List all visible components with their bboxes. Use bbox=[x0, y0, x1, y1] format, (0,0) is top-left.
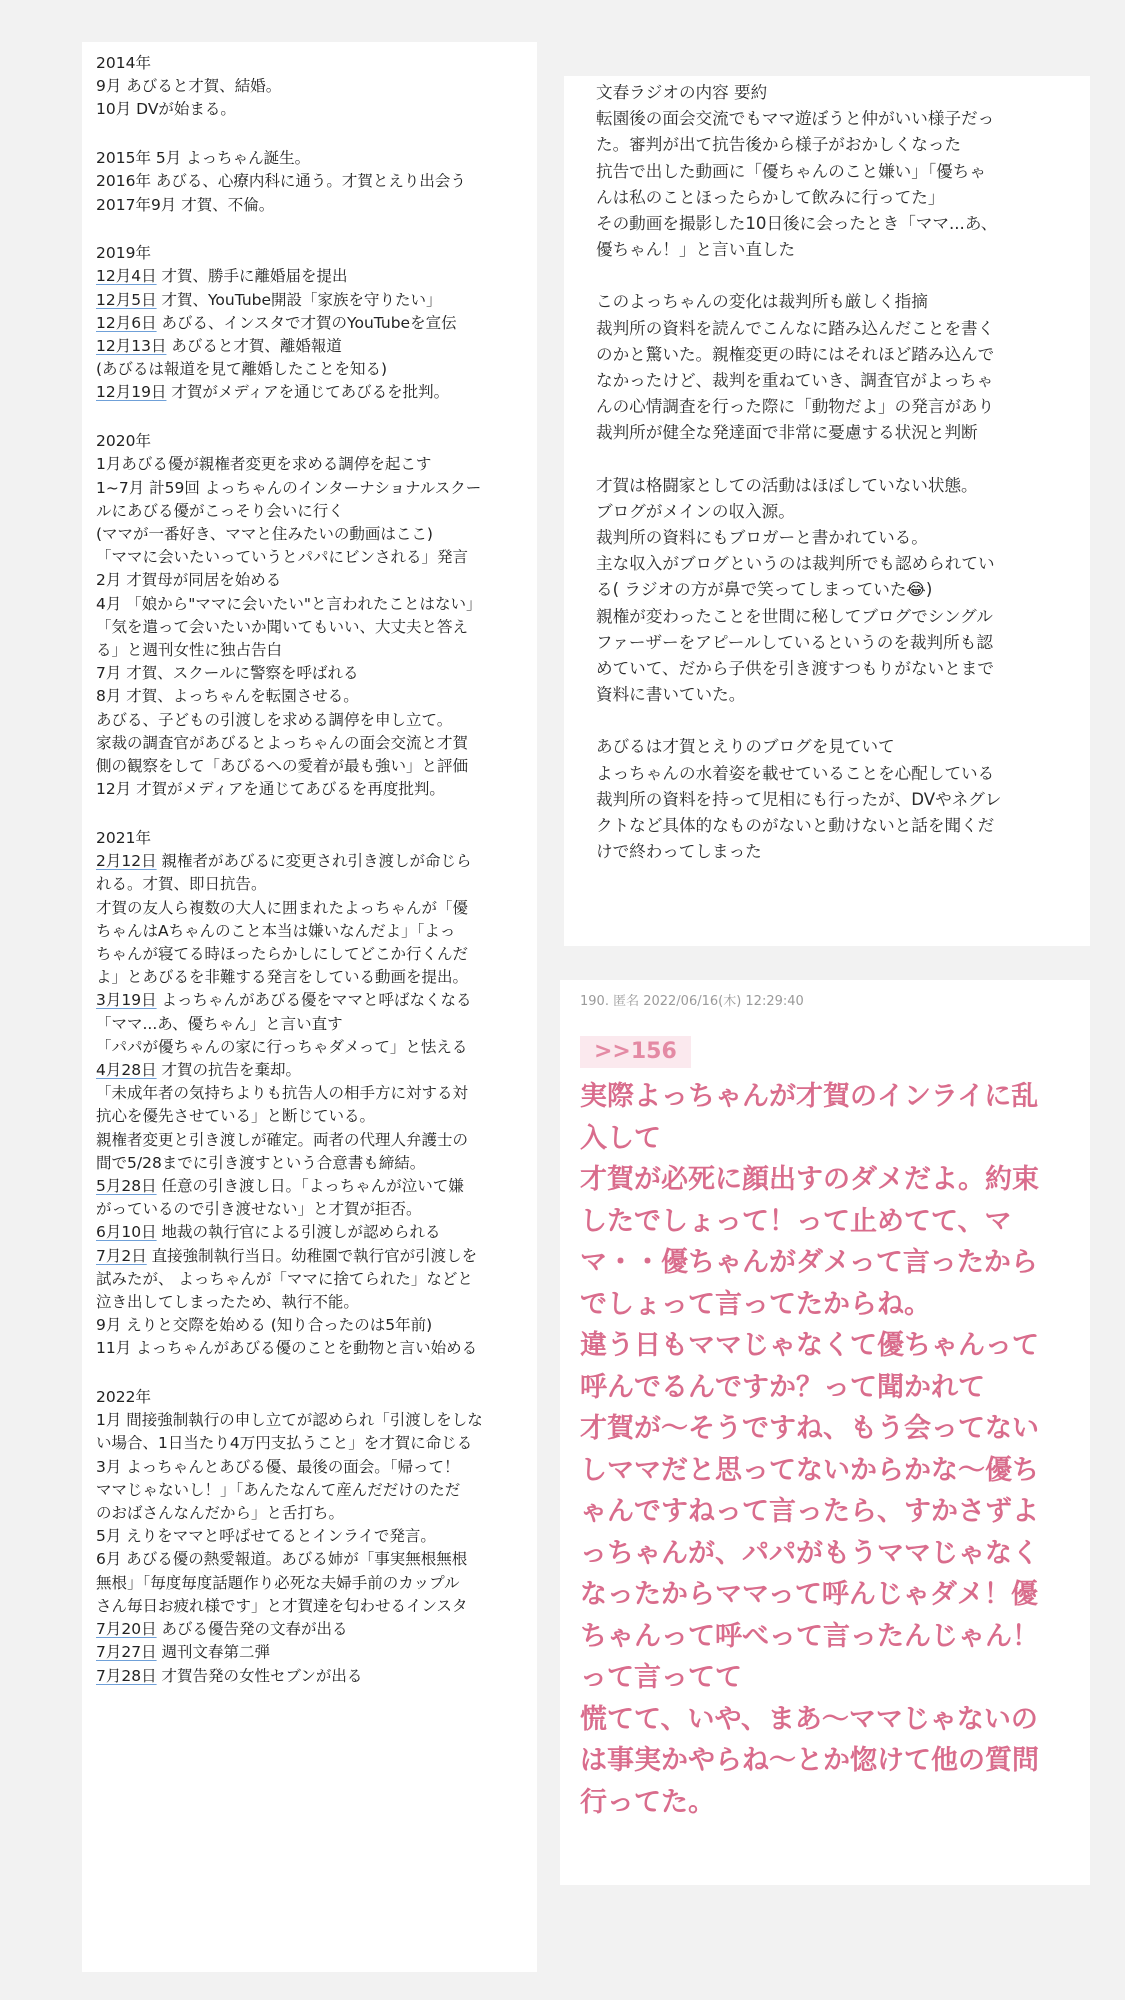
summary-line: のかと驚いた。親権変更の時にはそれほど踏み込んで bbox=[596, 344, 995, 364]
summary-line: 裁判所が健全な発達面で非常に憂慮する状況と判断 bbox=[596, 423, 978, 443]
timeline-line: 3月19日 よっちゃんがあびる優をママと呼ばなくなる bbox=[96, 991, 472, 1010]
comment-post-panel bbox=[560, 980, 1090, 1885]
blank-line bbox=[596, 447, 1076, 473]
timeline-line: 12月13日 あびると才賀、離婚報道 bbox=[96, 337, 342, 356]
timeline-line: 側の観察をして「あびるへの愛着が最も強い」と評価 bbox=[96, 756, 469, 775]
date-underline: 12月5日 bbox=[96, 290, 157, 309]
summary-line: た。審判が出て抗告後から様子がおかしくなった bbox=[596, 135, 962, 155]
timeline-line: 6月10日 地裁の執行官による引渡しが認められる bbox=[96, 1223, 441, 1242]
timeline-line: 1~7月 計59回 よっちゃんのインターナショナルスクー bbox=[96, 478, 482, 497]
timeline-line: 7月28日 才賀告発の女性セブンが出る bbox=[96, 1666, 363, 1685]
timeline-line: 抗心を優先させている」と断じている。 bbox=[96, 1107, 376, 1126]
timeline-line: 7月2日 直接強制執行当日。幼稚園で執行官が引渡しを bbox=[96, 1246, 478, 1265]
date-underline: 7月2日 bbox=[96, 1246, 147, 1265]
timeline-line: 2月 才賀母が同居を始める bbox=[96, 571, 282, 590]
post-body-line: ちゃんって呼べって言ったんじゃん！ bbox=[580, 1620, 1039, 1652]
timeline-line: 8月 才賀、よっちゃんを転園させる。 bbox=[96, 687, 359, 706]
timeline-line: 12月 才賀がメディアを通じてあびるを再度批判。 bbox=[96, 780, 445, 799]
blank-line bbox=[596, 263, 1076, 289]
timeline-line: ちゃんはAちゃんのこと本当は嫌いなんだよ」「よっ bbox=[96, 921, 456, 940]
summary-line: なかったけど、裁判を重ねていき、調査官がよっちゃ bbox=[596, 371, 994, 391]
timeline-line: 12月6日 あびる、インスタで才賀のYouTubeを宣伝 bbox=[96, 313, 457, 332]
timeline-line: 才賀の友人ら複数の大人に囲まれたよっちゃんが「優 bbox=[96, 898, 469, 917]
summary-line: 才賀は格闘家としての活動はほぼしていない状態。 bbox=[596, 475, 978, 495]
date-underline: 7月27日 bbox=[96, 1643, 157, 1662]
date-underline: 2月12日 bbox=[96, 852, 157, 871]
post-body-line: は事実かやらね〜とか惚けて他の質問 bbox=[580, 1745, 1039, 1776]
timeline-line: 7月20日 あびる優告発の文春が出る bbox=[96, 1620, 348, 1639]
post-body-line: 才賀が〜そうですね、もう会ってない bbox=[580, 1413, 1039, 1444]
timeline-line: 間で5/28までに引き渡すという合意書も締結。 bbox=[96, 1153, 426, 1172]
reply-anchor-link[interactable]: >>156 bbox=[580, 1036, 691, 1068]
post-body-line: 才賀が必死に顔出すのダメだよ。約束 bbox=[580, 1164, 1039, 1195]
summary-line: る( ラジオの方が鼻で笑ってしまっていた😂) bbox=[596, 580, 933, 600]
post-body-line: 違う日もママじゃなくて優ちゃんって bbox=[580, 1330, 1039, 1361]
timeline-line: (あびるは報道を見て離婚したことを知る) bbox=[96, 360, 388, 379]
timeline-panel bbox=[82, 42, 537, 1972]
timeline-line: 7月 才賀、スクールに警察を呼ばれる bbox=[96, 664, 359, 683]
timeline-line: 4月 「娘から"ママに会いたい"と言われたことはない」 bbox=[96, 594, 482, 613]
timeline-line: 「パパが優ちゃんの家に行っちゃダメって」と怯える bbox=[96, 1037, 468, 1056]
summary-line: 資料に書いていた。 bbox=[596, 685, 746, 705]
timeline-line: 2022年 bbox=[96, 1388, 151, 1407]
summary-line: 裁判所の資料を持って児相にも行ったが、DVやネグレ bbox=[596, 789, 1002, 809]
timeline-line: 無根」「毎度毎度話題作り必死な夫婦手前のカップル bbox=[96, 1573, 460, 1592]
timeline-line: 5月 えりをママと呼ばせてるとインライで発言。 bbox=[96, 1527, 436, 1546]
post-body-line: 入して bbox=[580, 1122, 661, 1154]
timeline-line: 1月 間接強制執行の申し立てが認められ「引渡しをしな bbox=[96, 1411, 483, 1430]
date-underline: 3月19日 bbox=[96, 991, 157, 1010]
timeline-line: れる。才賀、即日抗告。 bbox=[96, 875, 267, 894]
post-body-line: でしょって言ってたからね。 bbox=[580, 1288, 931, 1320]
timeline-line: がっているので引き渡せない」と才賀が拒否。 bbox=[96, 1200, 422, 1219]
timeline-line: 2014年 bbox=[96, 54, 151, 72]
date-underline: 6月10日 bbox=[96, 1223, 157, 1242]
timeline-line: 「ママ...あ、優ちゃん」と言い直す bbox=[96, 1014, 343, 1033]
summary-line: ブログがメインの収入源。 bbox=[596, 501, 795, 521]
blank-line bbox=[96, 1361, 523, 1387]
timeline-line: (ママが一番好き、ママと住みたいの動画はここ) bbox=[96, 524, 433, 543]
blank-line bbox=[96, 122, 523, 148]
timeline-line: 2016年 あびる、心療内科に通う。才賀とえり出会う bbox=[96, 172, 466, 191]
timeline-line: 2015年 5月 よっちゃん誕生。 bbox=[96, 149, 311, 168]
date-underline: 12月19日 bbox=[96, 383, 167, 402]
post-body-line: マ・・優ちゃんがダメって言ったから bbox=[580, 1247, 1038, 1278]
timeline-line: 12月19日 才賀がメディアを通じてあびるを批判。 bbox=[96, 383, 450, 402]
post-body-line: っちゃんが、パパがもうママじゃなく bbox=[580, 1537, 1039, 1569]
summary-line: めていて、だから子供を引き渡すつもりがないとまで bbox=[596, 659, 994, 679]
timeline-line: 4月28日 才賀の抗告を棄却。 bbox=[96, 1060, 302, 1079]
timeline-line: い場合、1日当たり4万円支払うこと」を才賀に命じる bbox=[96, 1434, 473, 1453]
post-meta: 190. 匿名 2022/06/16(木) 12:29:40 bbox=[580, 994, 804, 1009]
post-body-line: しママだと思ってないからかな〜優ち bbox=[580, 1454, 1039, 1486]
timeline-line: 泣き出してしまったため、執行不能。 bbox=[96, 1292, 359, 1311]
summary-line: よっちゃんの水着姿を載せていることを心配している bbox=[596, 763, 995, 783]
timeline-line: 9月 えりと交際を始める (知り合ったのは5年前) bbox=[96, 1316, 433, 1335]
timeline-line: 3月 よっちゃんとあびる優、最後の面会。「帰って！ bbox=[96, 1457, 460, 1476]
timeline-line: 12月5日 才賀、YouTube開設「家族を守りたい」 bbox=[96, 290, 442, 309]
post-body-line: 行ってた。 bbox=[580, 1786, 715, 1818]
summary-line: クトなど具体的なものがないと動けないと話を聞くだ bbox=[596, 816, 995, 836]
summary-line: このよっちゃんの変化は裁判所も厳しく指摘 bbox=[596, 292, 928, 312]
timeline-line: のおばさんなんだから」と舌打ち。 bbox=[96, 1504, 345, 1523]
timeline-line: 親権者変更と引き渡しが確定。両者の代理人弁護士の bbox=[96, 1130, 469, 1149]
date-underline: 4月28日 bbox=[96, 1060, 157, 1079]
post-body-line: したでしょって！って止めてて、マ bbox=[580, 1205, 1012, 1237]
timeline-line: 10月 DVが始まる。 bbox=[96, 100, 236, 119]
timeline-line: 11月 よっちゃんがあびる優のことを動物と言い始める bbox=[96, 1339, 478, 1358]
summary-line: 転園後の面会交流でもママ遊ぼうと仲がいい様子だっ bbox=[596, 109, 995, 129]
timeline-line: 「気を遣って会いたいか聞いてもいい、大丈夫と答え bbox=[96, 617, 469, 636]
timeline-line: よ」とあびるを非難する発言をしている動画を提出。 bbox=[96, 968, 469, 987]
timeline-line: 12月4日 才賀、勝手に離婚届を提出 bbox=[96, 267, 348, 286]
timeline-line: 「ママに会いたいっていうとパパにビンされる」発言 bbox=[96, 548, 469, 567]
post-body-line: なったからママって呼んじゃダメ！優 bbox=[580, 1579, 1038, 1610]
summary-line: 抗告で出した動画に「優ちゃんのこと嫌い」「優ちゃ bbox=[596, 161, 986, 181]
post-body-line: ゃんですねって言ったら、すかさずよ bbox=[580, 1496, 1039, 1527]
blank-line bbox=[96, 217, 523, 243]
timeline-line: 5月28日 任意の引き渡し日。「よっちゃんが泣いて嫌 bbox=[96, 1176, 464, 1195]
post-body-line: 呼んでるんですか？って聞かれて bbox=[580, 1371, 985, 1403]
timeline-line: 2017年9月 才賀、不倫。 bbox=[96, 195, 275, 214]
radio-summary-panel bbox=[564, 76, 1090, 946]
timeline-line: 6月 あびる優の熱愛報道。あびる姉が「事実無根無根 bbox=[96, 1550, 468, 1569]
summary-line: けで終わってしまった bbox=[596, 842, 762, 862]
summary-line: 親権が変わったことを世間に秘してブログでシングル bbox=[596, 606, 993, 626]
summary-line: 裁判所の資料を読んでこんなに踏み込んだことを書く bbox=[596, 318, 995, 338]
blank-line bbox=[596, 708, 1076, 734]
timeline-line: 9月 あびると才賀、結婚。 bbox=[96, 77, 282, 96]
post-body-line: 慌てて、いや、まあ〜ママじゃないの bbox=[580, 1703, 1038, 1735]
timeline-line: 2月12日 親権者があびるに変更され引き渡しが命じら bbox=[96, 852, 472, 871]
summary-line: 優ちゃん！」と言い直した bbox=[596, 240, 796, 260]
timeline-line: ルにあびる優がこっそり会いに行く bbox=[96, 501, 344, 520]
summary-line: その動画を撮影した10日後に会ったとき「ママ...あ、 bbox=[596, 214, 998, 234]
date-underline: 7月20日 bbox=[96, 1620, 157, 1639]
timeline-line: 2019年 bbox=[96, 244, 151, 263]
timeline-line: 2021年 bbox=[96, 828, 151, 847]
post-body bbox=[570, 1076, 1080, 1823]
timeline-line: ママじゃないし！」「あんたなんて産んだだけのただ bbox=[96, 1480, 461, 1499]
timeline-line: 7月27日 週刊文春第二弾 bbox=[96, 1643, 271, 1662]
date-underline: 12月13日 bbox=[96, 337, 167, 356]
summary-line: 主な収入がブログというのは裁判所でも認められてい bbox=[596, 554, 995, 574]
timeline-line: 1月あびる優が親権者変更を求める調停を起こす bbox=[96, 455, 432, 474]
timeline-line: あびる、子どもの引渡しを求める調停を申し立て。 bbox=[96, 710, 453, 729]
summary-line: んは私のことほったらかして飲みに行ってた」 bbox=[596, 187, 945, 207]
post-body-line: って言ってて bbox=[580, 1662, 742, 1693]
blank-line bbox=[96, 801, 523, 827]
post-body-line: 実際よっちゃんが才賀のインライに乱 bbox=[580, 1081, 1039, 1112]
timeline-line: 「未成年者の気持ちよりも抗告人の相手方に対する対 bbox=[96, 1084, 469, 1103]
summary-line: 文春ラジオの内容 要約 bbox=[596, 83, 768, 102]
timeline-line: ちゃんが寝てる時ほったらかしにしてどこか行くんだ bbox=[96, 944, 469, 963]
summary-line: 裁判所の資料にもブロガーと書かれている。 bbox=[596, 528, 928, 548]
date-underline: 12月4日 bbox=[96, 267, 157, 286]
summary-line: ファーザーをアピールしているというのを裁判所も認 bbox=[596, 632, 993, 652]
date-underline: 5月28日 bbox=[96, 1176, 157, 1195]
summary-line: あびるは才賀とえりのブログを見ていて bbox=[596, 737, 895, 757]
timeline-line: さん毎日お疲れ様です」と才賀達を匂わせるインスタ bbox=[96, 1596, 468, 1615]
timeline-line: 2020年 bbox=[96, 432, 151, 451]
date-underline: 12月6日 bbox=[96, 313, 157, 332]
date-underline: 7月28日 bbox=[96, 1666, 157, 1685]
timeline-line: 家裁の調査官があびるとよっちゃんの面会交流と才賀 bbox=[96, 733, 469, 752]
summary-line: んの心情調査を行った際に「動物だよ」の発言があり bbox=[596, 397, 995, 417]
timeline-line: る」と週刊女性に独占告白 bbox=[96, 640, 283, 659]
blank-line bbox=[96, 405, 523, 431]
timeline-line: 試みたが、 よっちゃんが「ママに捨てられた」などと bbox=[96, 1269, 473, 1288]
